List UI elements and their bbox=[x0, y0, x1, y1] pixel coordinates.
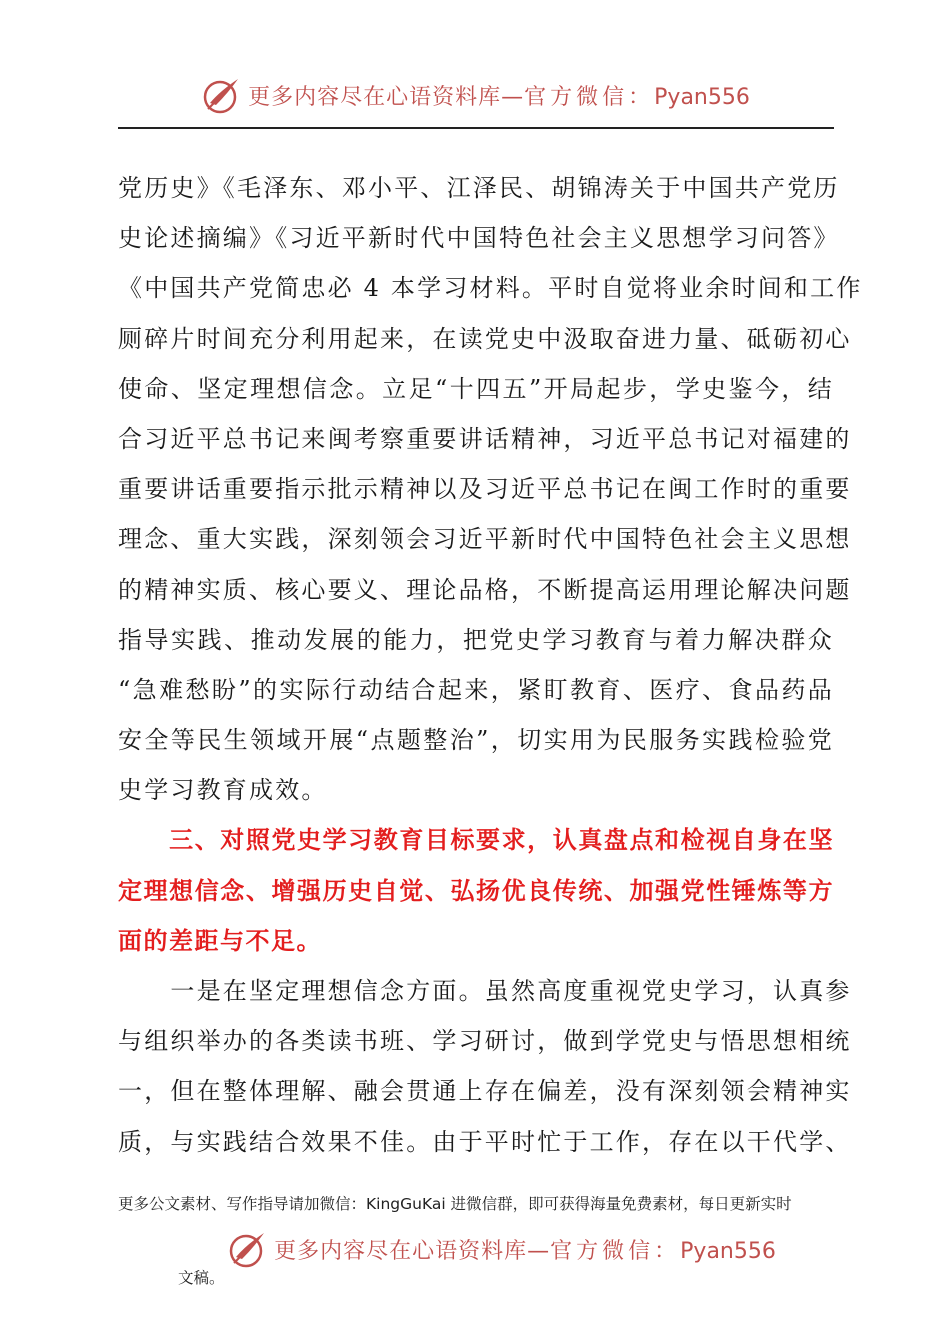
footer-note: 更多公文素材、写作指导请加微信：KingGuKai 进微信群，即可获得海量免费素材，每日更新实时 bbox=[118, 1195, 792, 1213]
body-line: 质，与实践结合效果不佳。由于平时忙于工作，存在以干代学、 bbox=[118, 1127, 852, 1156]
body-line: 党历史》《毛泽东、邓小平、江泽民、胡锦涛关于中国共产党历 bbox=[118, 174, 840, 202]
banner-dash: — bbox=[501, 84, 525, 110]
banner-site-name: 更多内容尽在心语资料库 bbox=[274, 1238, 528, 1264]
section-heading-line: 三、对照党史学习教育目标要求，认真盘点和检视自身在坚 bbox=[118, 826, 834, 855]
footer-banner bbox=[26, 1224, 950, 1274]
body-line: 与组织举办的各类读书班、学习研讨，做到学党史与悟思想相统 bbox=[118, 1027, 852, 1056]
banner-official-label: 官方微信： bbox=[524, 84, 655, 110]
body-line: 重要讲话重要指示批示精神以及习近平总书记在闽工作时的重要 bbox=[118, 475, 852, 504]
body-line: 的精神实质、核心要义、理论品格，不断提高运用理论解决问题 bbox=[118, 575, 852, 604]
section-heading-line: 面的差距与不足。 bbox=[118, 926, 322, 955]
header-divider bbox=[118, 127, 834, 129]
body-line: 厕碎片时间充分利用起来，在读党史中汲取奋进力量、砥砺初心 bbox=[118, 324, 852, 353]
banner-dash: — bbox=[527, 1238, 551, 1264]
header-banner bbox=[0, 70, 950, 120]
quill-pen-logo-icon bbox=[226, 1227, 270, 1271]
body-line: 理念、重大实践，深刻领会习近平新时代中国特色社会主义思想 bbox=[118, 525, 852, 554]
section-heading-line: 定理想信念、增强历史自觉、弘扬优良传统、加强党性锤炼等方 bbox=[118, 876, 834, 905]
body-line: 《中国共产党简忠必 4 本学习材料。平时自觉将业余时间和工作 bbox=[118, 274, 863, 303]
quill-pen-logo-icon bbox=[200, 73, 244, 117]
banner-site-name: 更多内容尽在心语资料库 bbox=[248, 84, 502, 110]
footer-banner-text bbox=[274, 1234, 776, 1265]
body-line: 指导实践、推动发展的能力，把党史学习教育与着力解决群众 bbox=[118, 625, 834, 654]
banner-wechat-id: Pyan556 bbox=[654, 84, 750, 110]
body-line: 史学习教育成效。 bbox=[118, 776, 328, 805]
header-banner-text bbox=[248, 80, 750, 111]
body-line: 一，但在整体理解、融会贯通上存在偏差，没有深刻领会精神实 bbox=[118, 1077, 852, 1106]
banner-official-label: 官方微信： bbox=[550, 1238, 681, 1264]
body-line: 安全等民生领域开展“点题整治”，切实用为民服务实践检验党 bbox=[118, 726, 834, 755]
body-line: 使命、坚定理想信念。立足“十四五”开局起步，学史鉴今，结 bbox=[118, 374, 834, 403]
body-line: 合习近平总书记来闽考察重要讲话精神，习近平总书记对福建的 bbox=[118, 424, 852, 453]
body-line: 一是在坚定理想信念方面。虽然高度重视党史学习，认真参 bbox=[118, 977, 852, 1005]
footer-note-continued: 文稿。 bbox=[178, 1269, 225, 1287]
document-body bbox=[118, 163, 863, 1167]
body-line: “急难愁盼”的实际行动结合起来，紧盯教育、医疗、食品药品 bbox=[118, 675, 834, 704]
banner-wechat-id: Pyan556 bbox=[680, 1238, 776, 1264]
body-line: 史论述摘编》《习近平新时代中国特色社会主义思想学习问答》 bbox=[118, 224, 840, 253]
